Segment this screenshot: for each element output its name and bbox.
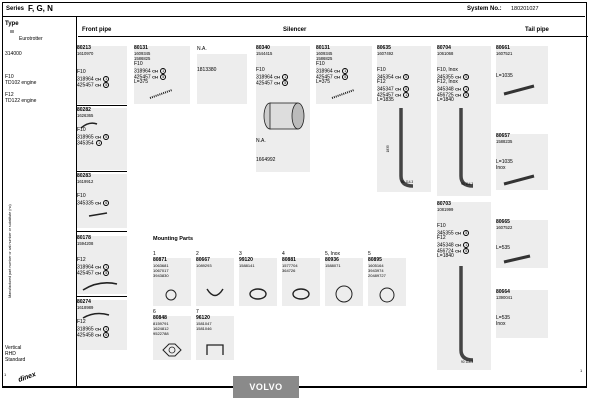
qty-badge: 5 bbox=[105, 271, 108, 275]
qty-badge: 1 bbox=[105, 327, 108, 331]
ch-mark: CH bbox=[95, 134, 101, 140]
item-index: 7 bbox=[196, 309, 199, 315]
ch-mark: CH bbox=[455, 230, 461, 236]
model-f10: F10 bbox=[5, 74, 14, 80]
ref-number: 1607522 bbox=[496, 225, 513, 230]
row-divider bbox=[77, 105, 127, 106]
row-divider bbox=[77, 296, 127, 297]
part-card-80274[interactable] bbox=[77, 300, 127, 350]
mount-item-7[interactable] bbox=[196, 310, 234, 360]
line: 425457 bbox=[77, 82, 94, 89]
ch-mark: CH bbox=[274, 80, 280, 86]
line: 318964 bbox=[256, 74, 273, 81]
part-card-80131-b[interactable] bbox=[316, 46, 372, 104]
line: F12 bbox=[377, 79, 386, 85]
line: 425457 bbox=[377, 92, 394, 99]
silencer-na-card[interactable] bbox=[256, 146, 310, 172]
tail-pipe-icon bbox=[500, 252, 540, 266]
part-number: 80131 bbox=[134, 45, 148, 51]
part-number: 80667 bbox=[196, 257, 210, 263]
pipe-section-icon bbox=[87, 210, 111, 220]
part-card-80635[interactable] bbox=[377, 46, 431, 192]
item-index: 6 bbox=[153, 309, 156, 315]
ref-number: 1626365 bbox=[77, 113, 94, 118]
item-index: 4 bbox=[282, 251, 285, 257]
part-number: 99120 bbox=[239, 257, 253, 263]
model-td122: TD122 engine bbox=[5, 98, 37, 104]
ref-number: 8159791 bbox=[153, 321, 169, 326]
qty-badge: 5 bbox=[405, 75, 408, 79]
qty-badge: 1 bbox=[465, 87, 468, 91]
dim-a: 90 bbox=[401, 180, 405, 184]
ch-mark: CH bbox=[455, 248, 461, 254]
dinex-logo: dinex bbox=[17, 371, 37, 384]
line: F10 bbox=[437, 223, 446, 229]
ch-mark: CH bbox=[95, 326, 101, 332]
line: F10 bbox=[316, 61, 325, 67]
na-label: N.A. bbox=[197, 46, 207, 52]
silencer-drum-icon bbox=[260, 98, 306, 134]
clamp-icon bbox=[290, 286, 312, 302]
part-number: 80703 bbox=[437, 201, 451, 207]
ch-mark: CH bbox=[455, 92, 461, 98]
part-number: 80657 bbox=[496, 133, 510, 139]
ref-number: 1618989 bbox=[77, 305, 94, 310]
line: 345354 bbox=[77, 140, 94, 147]
ref-number: 1619912 bbox=[77, 179, 94, 184]
row-divider bbox=[77, 231, 127, 232]
line: 345355 bbox=[437, 230, 454, 237]
model-eurotrotter: Eurotrotter bbox=[19, 36, 43, 42]
part-number: 80704 bbox=[437, 45, 451, 51]
dim-b: 114.3 bbox=[465, 182, 474, 186]
part-number: 80881 bbox=[282, 257, 296, 263]
part-number: 80283 bbox=[77, 173, 91, 179]
line: L=1035 bbox=[496, 159, 513, 165]
qty-badge: 5 bbox=[105, 135, 108, 139]
ref-number: 1577704 bbox=[282, 263, 298, 268]
line: 345354 bbox=[377, 74, 394, 81]
ch-mark: CH bbox=[95, 270, 101, 276]
series-value: F, G, N bbox=[28, 4, 53, 13]
mount-item-1[interactable] bbox=[153, 252, 191, 302]
na-card[interactable] bbox=[197, 54, 247, 104]
line: 425457 bbox=[134, 74, 151, 81]
qty-badge: 6 bbox=[105, 333, 108, 337]
ref-number: 1609345 bbox=[134, 51, 151, 56]
line: 318964 bbox=[77, 264, 94, 271]
item-index: 3 bbox=[239, 251, 242, 257]
ch-mark: CH bbox=[395, 86, 401, 92]
vertical-note: Manufactured part number or cat number or substitute (no) bbox=[8, 204, 13, 298]
mount-item-3[interactable] bbox=[239, 252, 277, 302]
ref-number: 1586825 bbox=[316, 56, 333, 61]
item-index: 5 bbox=[368, 251, 371, 257]
ch-mark: CH bbox=[95, 82, 101, 88]
line: 318964 bbox=[134, 68, 151, 75]
qty-badge: 5 bbox=[465, 249, 468, 253]
qty-badge: 5 bbox=[465, 75, 468, 79]
item-index: 1 bbox=[153, 251, 156, 257]
part-number: 80274 bbox=[77, 299, 91, 305]
qty-badge: 5 bbox=[465, 93, 468, 97]
ref-number: 1813380 bbox=[197, 67, 217, 73]
ref-number: 1588235 bbox=[496, 139, 513, 144]
mount-item-4[interactable] bbox=[282, 252, 320, 302]
qty-badge: 1 bbox=[162, 69, 165, 73]
ref-number: 1588141 bbox=[239, 263, 255, 268]
ref-number: 1544415 bbox=[256, 51, 273, 56]
part-number: 80282 bbox=[77, 107, 91, 113]
part-number: 80131 bbox=[316, 45, 330, 51]
part-card-80178[interactable] bbox=[77, 236, 127, 294]
part-number: 80635 bbox=[377, 45, 391, 51]
mount-item-6[interactable] bbox=[153, 310, 191, 360]
ref-number: 3943830 bbox=[153, 273, 169, 278]
qty-badge: 1 bbox=[98, 141, 101, 145]
ref-number: 9522788 bbox=[153, 331, 169, 336]
system-label: System No.: bbox=[467, 6, 502, 12]
mount-item-5[interactable] bbox=[368, 252, 406, 302]
ref-number: 1390041 bbox=[496, 295, 513, 300]
line: F12 bbox=[77, 319, 86, 325]
qty-badge: 1 bbox=[284, 75, 287, 79]
dim-a: 90 bbox=[461, 360, 465, 364]
qty-badge: 5 bbox=[405, 87, 408, 91]
dim-a: 90 bbox=[461, 182, 465, 186]
model-f12: F12 bbox=[5, 92, 14, 98]
ch-mark: CH bbox=[455, 242, 461, 248]
ch-mark: CH bbox=[395, 74, 401, 80]
ref-number: 1586825 bbox=[134, 56, 151, 61]
ring-clamp-icon bbox=[333, 284, 355, 304]
ch-mark: CH bbox=[95, 200, 101, 206]
ref-number: 1581046 bbox=[196, 326, 212, 331]
ch-mark: CH bbox=[152, 74, 158, 80]
part-number: 80661 bbox=[496, 45, 510, 51]
line: Inox bbox=[496, 321, 506, 327]
ref-number: 1594208 bbox=[77, 241, 94, 246]
qty-badge: 5 bbox=[344, 75, 347, 79]
part-number: 80848 bbox=[153, 315, 167, 321]
part-card-80703[interactable] bbox=[437, 202, 491, 370]
ref-number: 1607492 bbox=[377, 51, 394, 56]
part-card-80704[interactable] bbox=[437, 46, 491, 196]
line: F10, Inox bbox=[437, 67, 458, 73]
part-number: 80936 bbox=[325, 257, 339, 263]
brand-label: VOLVO bbox=[249, 382, 283, 392]
series-label: Series bbox=[6, 6, 25, 12]
qty-badge: 1 bbox=[105, 265, 108, 269]
model-td102: TD102 engine bbox=[5, 80, 37, 86]
line: 425458 bbox=[77, 332, 94, 339]
section-front-pipe: Front pipe bbox=[82, 27, 112, 33]
header-divider bbox=[3, 16, 585, 17]
tail-pipe-icon bbox=[500, 172, 540, 188]
dim-b: 114.3 bbox=[465, 360, 474, 364]
spec-vertical: Vertical bbox=[5, 345, 22, 351]
bracket-icon bbox=[204, 340, 226, 358]
ref-number: 1089293 bbox=[196, 263, 212, 268]
ref-number: 1607521 bbox=[496, 51, 513, 56]
part-number: 96120 bbox=[196, 315, 210, 321]
part-card-80664[interactable] bbox=[496, 290, 548, 338]
ref-number: 1061068 bbox=[437, 51, 454, 56]
line: 425457 bbox=[77, 270, 94, 277]
ring-clamp-icon bbox=[376, 286, 398, 304]
qty-badge: 5 bbox=[465, 231, 468, 235]
line: 318965 bbox=[77, 326, 94, 333]
part-number: 80871 bbox=[153, 257, 167, 263]
page-number: 1 bbox=[4, 372, 7, 377]
qty-badge: 1 bbox=[405, 93, 408, 97]
flex-pipe-icon bbox=[330, 88, 356, 100]
line: Inox bbox=[496, 165, 506, 171]
line: L=375 bbox=[134, 79, 149, 85]
section-tail-pipe: Tail pipe bbox=[525, 27, 549, 33]
line: 425457 bbox=[256, 80, 273, 87]
line: L=1840 bbox=[437, 253, 454, 259]
ch-mark: CH bbox=[152, 68, 158, 74]
u-bolt-icon bbox=[204, 286, 226, 302]
line: L=535 bbox=[496, 315, 511, 321]
ch-mark: CH bbox=[455, 86, 461, 92]
line: L=1840 bbox=[437, 97, 454, 103]
part-card-80661[interactable] bbox=[496, 46, 548, 104]
qty-badge: 5 bbox=[162, 75, 165, 79]
part-card-80213[interactable] bbox=[77, 46, 127, 104]
ch-mark: CH bbox=[95, 332, 101, 338]
line: L=535 bbox=[496, 245, 511, 251]
line: 345335 bbox=[77, 200, 94, 207]
spec-standard: Standard bbox=[5, 357, 26, 363]
part-number: 80213 bbox=[77, 45, 91, 51]
ref-number: 1605164 bbox=[368, 263, 384, 268]
line: F10 bbox=[256, 67, 265, 73]
part-card-80657[interactable] bbox=[496, 134, 548, 190]
spec-rhd: RHD bbox=[5, 351, 16, 357]
line: 345355 bbox=[437, 74, 454, 81]
part-number: 80178 bbox=[77, 235, 91, 241]
tail-pipe-icon bbox=[500, 82, 540, 98]
line: F10 bbox=[77, 69, 86, 75]
ch-mark: CH bbox=[274, 74, 280, 80]
line: 345348 bbox=[437, 86, 454, 93]
clamp-icon bbox=[247, 286, 269, 302]
item-index: 5, Inox bbox=[325, 251, 341, 257]
vertical-pipe-icon bbox=[445, 104, 485, 190]
mounting-title: Mounting Parts bbox=[153, 236, 194, 242]
ref-number: 1610970 bbox=[77, 51, 94, 56]
ref-number: 1609345 bbox=[316, 51, 333, 56]
qty-badge: 5 bbox=[284, 81, 287, 85]
ch-mark: CH bbox=[455, 74, 461, 80]
silencer-na-label: N.A. bbox=[256, 138, 266, 144]
ref-number: 1624812 bbox=[153, 326, 169, 331]
part-card-80131[interactable] bbox=[134, 46, 190, 104]
type-label: Type bbox=[5, 21, 19, 27]
dim-c: 1835 bbox=[385, 145, 390, 153]
section-divider bbox=[78, 36, 588, 37]
ch-mark: CH bbox=[334, 74, 340, 80]
line: 345347 bbox=[377, 86, 394, 93]
system-value: 180201027 bbox=[511, 5, 539, 12]
model-314000: 314000 bbox=[5, 51, 22, 57]
line: F10 bbox=[134, 61, 143, 67]
line: F10 bbox=[77, 127, 86, 133]
line: 425457 bbox=[316, 74, 333, 81]
truck-icon bbox=[10, 30, 14, 33]
line: L=375 bbox=[316, 79, 331, 85]
ch-mark: CH bbox=[395, 92, 401, 98]
line: F10 bbox=[77, 193, 86, 199]
line: F10 bbox=[377, 67, 386, 73]
line: 345348 bbox=[437, 242, 454, 249]
line: 318964 bbox=[77, 76, 94, 83]
page-number-right: 1 bbox=[580, 368, 583, 373]
qty-badge: 1 bbox=[105, 77, 108, 81]
ch-mark: CH bbox=[95, 76, 101, 82]
ch-mark: CH bbox=[95, 264, 101, 270]
ref-number: 1664992 bbox=[256, 157, 276, 163]
item-index: 2 bbox=[196, 251, 199, 257]
qty-badge: 1 bbox=[344, 69, 347, 73]
line: 318965 bbox=[77, 134, 94, 141]
ref-number: 1063681 bbox=[153, 263, 169, 268]
ref-number: 1067017 bbox=[153, 268, 169, 273]
line: L=1835 bbox=[377, 97, 394, 103]
part-number: 80665 bbox=[496, 219, 510, 225]
line: 456724 bbox=[437, 248, 454, 255]
ref-number: 1081999 bbox=[437, 207, 454, 212]
mounting-grid bbox=[150, 250, 386, 366]
dim-b: 114.3 bbox=[405, 180, 414, 184]
ch-mark: CH bbox=[334, 68, 340, 74]
flex-pipe-icon bbox=[148, 88, 174, 100]
brand-box bbox=[233, 376, 299, 398]
ref-number: 364726 bbox=[282, 268, 296, 273]
flange-gasket-icon bbox=[161, 342, 183, 358]
section-silencer: Silencer bbox=[283, 27, 307, 33]
mount-item-5-inox[interactable] bbox=[325, 252, 363, 302]
line: 456725 bbox=[437, 92, 454, 99]
qty-badge: 5 bbox=[105, 83, 108, 87]
part-number: 80664 bbox=[496, 289, 510, 295]
line: F12 bbox=[77, 257, 86, 263]
qty-badge: 1 bbox=[465, 243, 468, 247]
part-card-80283[interactable] bbox=[77, 174, 127, 228]
ref-number: 3943974 bbox=[368, 268, 384, 273]
ref-number: 20489727 bbox=[368, 273, 386, 278]
qty-badge: 6 bbox=[105, 201, 108, 205]
part-number: 80340 bbox=[256, 45, 270, 51]
mount-item-2[interactable] bbox=[196, 252, 234, 302]
line: 318964 bbox=[316, 68, 333, 75]
pipe-bend-icon bbox=[81, 278, 121, 292]
row-divider bbox=[77, 171, 127, 172]
line: F12 bbox=[437, 235, 446, 241]
line: L=1035 bbox=[496, 73, 513, 79]
ref-number: 1581047 bbox=[196, 321, 212, 326]
part-number: 80895 bbox=[368, 257, 382, 263]
gasket-icon bbox=[161, 288, 181, 302]
vertical-pipe-icon bbox=[445, 262, 485, 366]
ref-number: 1588071 bbox=[325, 263, 341, 268]
part-card-80282[interactable] bbox=[77, 108, 127, 170]
line: F12, Inox bbox=[437, 79, 458, 85]
part-card-80665[interactable] bbox=[496, 220, 548, 268]
